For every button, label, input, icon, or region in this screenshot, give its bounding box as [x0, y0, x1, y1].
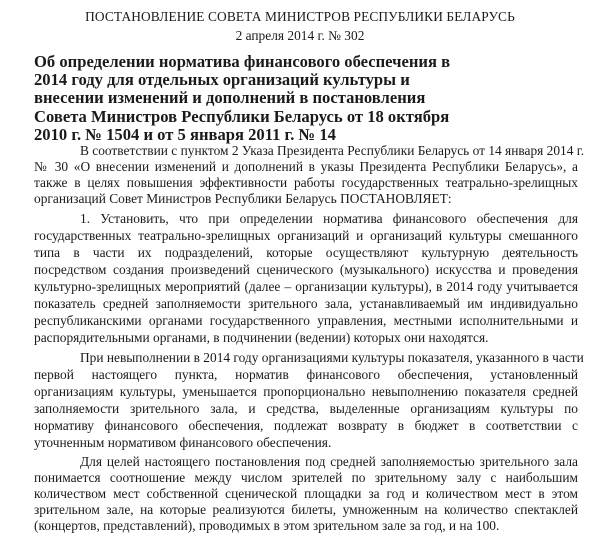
body-line: 1. Установить, что при определении норматива финансового обеспечения для	[80, 211, 578, 226]
body-line: распорядительными органами, в подчинении (ведении) которых они находятся.	[34, 330, 489, 345]
document-title	[34, 53, 514, 144]
body-line: первой настоящего пункта, норматив финансового обеспечения, установленный	[34, 367, 578, 382]
body-line: государственных театрально-зрелищных организаций и организаций культуры смешанного	[34, 228, 578, 243]
body-line: типа в части их подразделений, которые осуществляют культурную деятельность	[34, 245, 578, 260]
body-line: При невыполнении в 2014 году организациями культуры показателя, указанного в части	[80, 350, 584, 365]
title-line: внесении изменений и дополнений в постановления	[34, 88, 426, 108]
body-line: В соответствии с пунктом 2 Указа Президента Республики Беларусь от 14 января 2014 г.	[80, 143, 585, 158]
resolution-header: ПОСТАНОВЛЕНИЕ СОВЕТА МИНИСТРОВ РЕСПУБЛИКИ БЕЛАРУСЬ	[85, 9, 515, 24]
body-line: нормативу финансового обеспечения, подлежат возврату в бюджет в соответствии с	[34, 418, 578, 433]
body-line: культурно-зрелищных мероприятий (далее – организации культуры), в 2014 году учитывается	[34, 279, 578, 294]
title-line: 2010 г. № 1504 и от 5 января 2011 г. № 14	[34, 124, 336, 144]
body-line: организаций Совет Министров Республики Беларусь ПОСТАНОВЛЯЕТ:	[34, 191, 452, 206]
body-line: зрительном зале, на которые реализуются билеты, умноженным на количество спектаклей	[34, 502, 578, 517]
body-line: посредством создания произведений сценического (музыкального) искусства и проведения	[34, 262, 578, 277]
body-line: количеством мест собственной сценической площадки за год и количеством мест в этом	[34, 486, 578, 501]
body-line: понимается соотношение между числом зрителей по зрительному залу с наибольшим	[34, 470, 578, 485]
body-line: уточненным нормативом финансового обеспечения.	[34, 435, 332, 450]
body-line: (концертов, представлений), проводимых в этом зрительном зале за год, и на 100.	[34, 518, 500, 533]
body-line: № 30 «О внесении изменений и дополнений в указы Президента Республики Беларусь», а	[34, 159, 578, 174]
title-line: Об определении норматива финансового обеспечения в	[34, 52, 451, 71]
body-line: заполняемости зрительного зала, и средства, выделенные организациям культуры по	[34, 401, 578, 416]
body-line: республиканскими органами государственного управления, местными исполнительными и	[34, 313, 578, 328]
title-line: 2014 году для отдельных организаций культуры и	[34, 70, 410, 90]
body-line: показатель средней заполняемости зрительного зала, устанавливаемый им индивидуально	[34, 296, 578, 311]
body-line: Для целей настоящего постановления под средней заполняемостью зрительного зала	[80, 454, 578, 469]
resolution-date: 2 апреля 2014 г. № 302	[235, 28, 365, 43]
body-line: также в целях повышения эффективности работы государственных театрально-зрелищных	[34, 175, 578, 190]
body-line: организациям культуры, уменьшается пропорционально невыполнению показателя средней	[34, 384, 578, 399]
title-line: Совета Министров Республики Беларусь от 18 октября	[34, 106, 450, 126]
